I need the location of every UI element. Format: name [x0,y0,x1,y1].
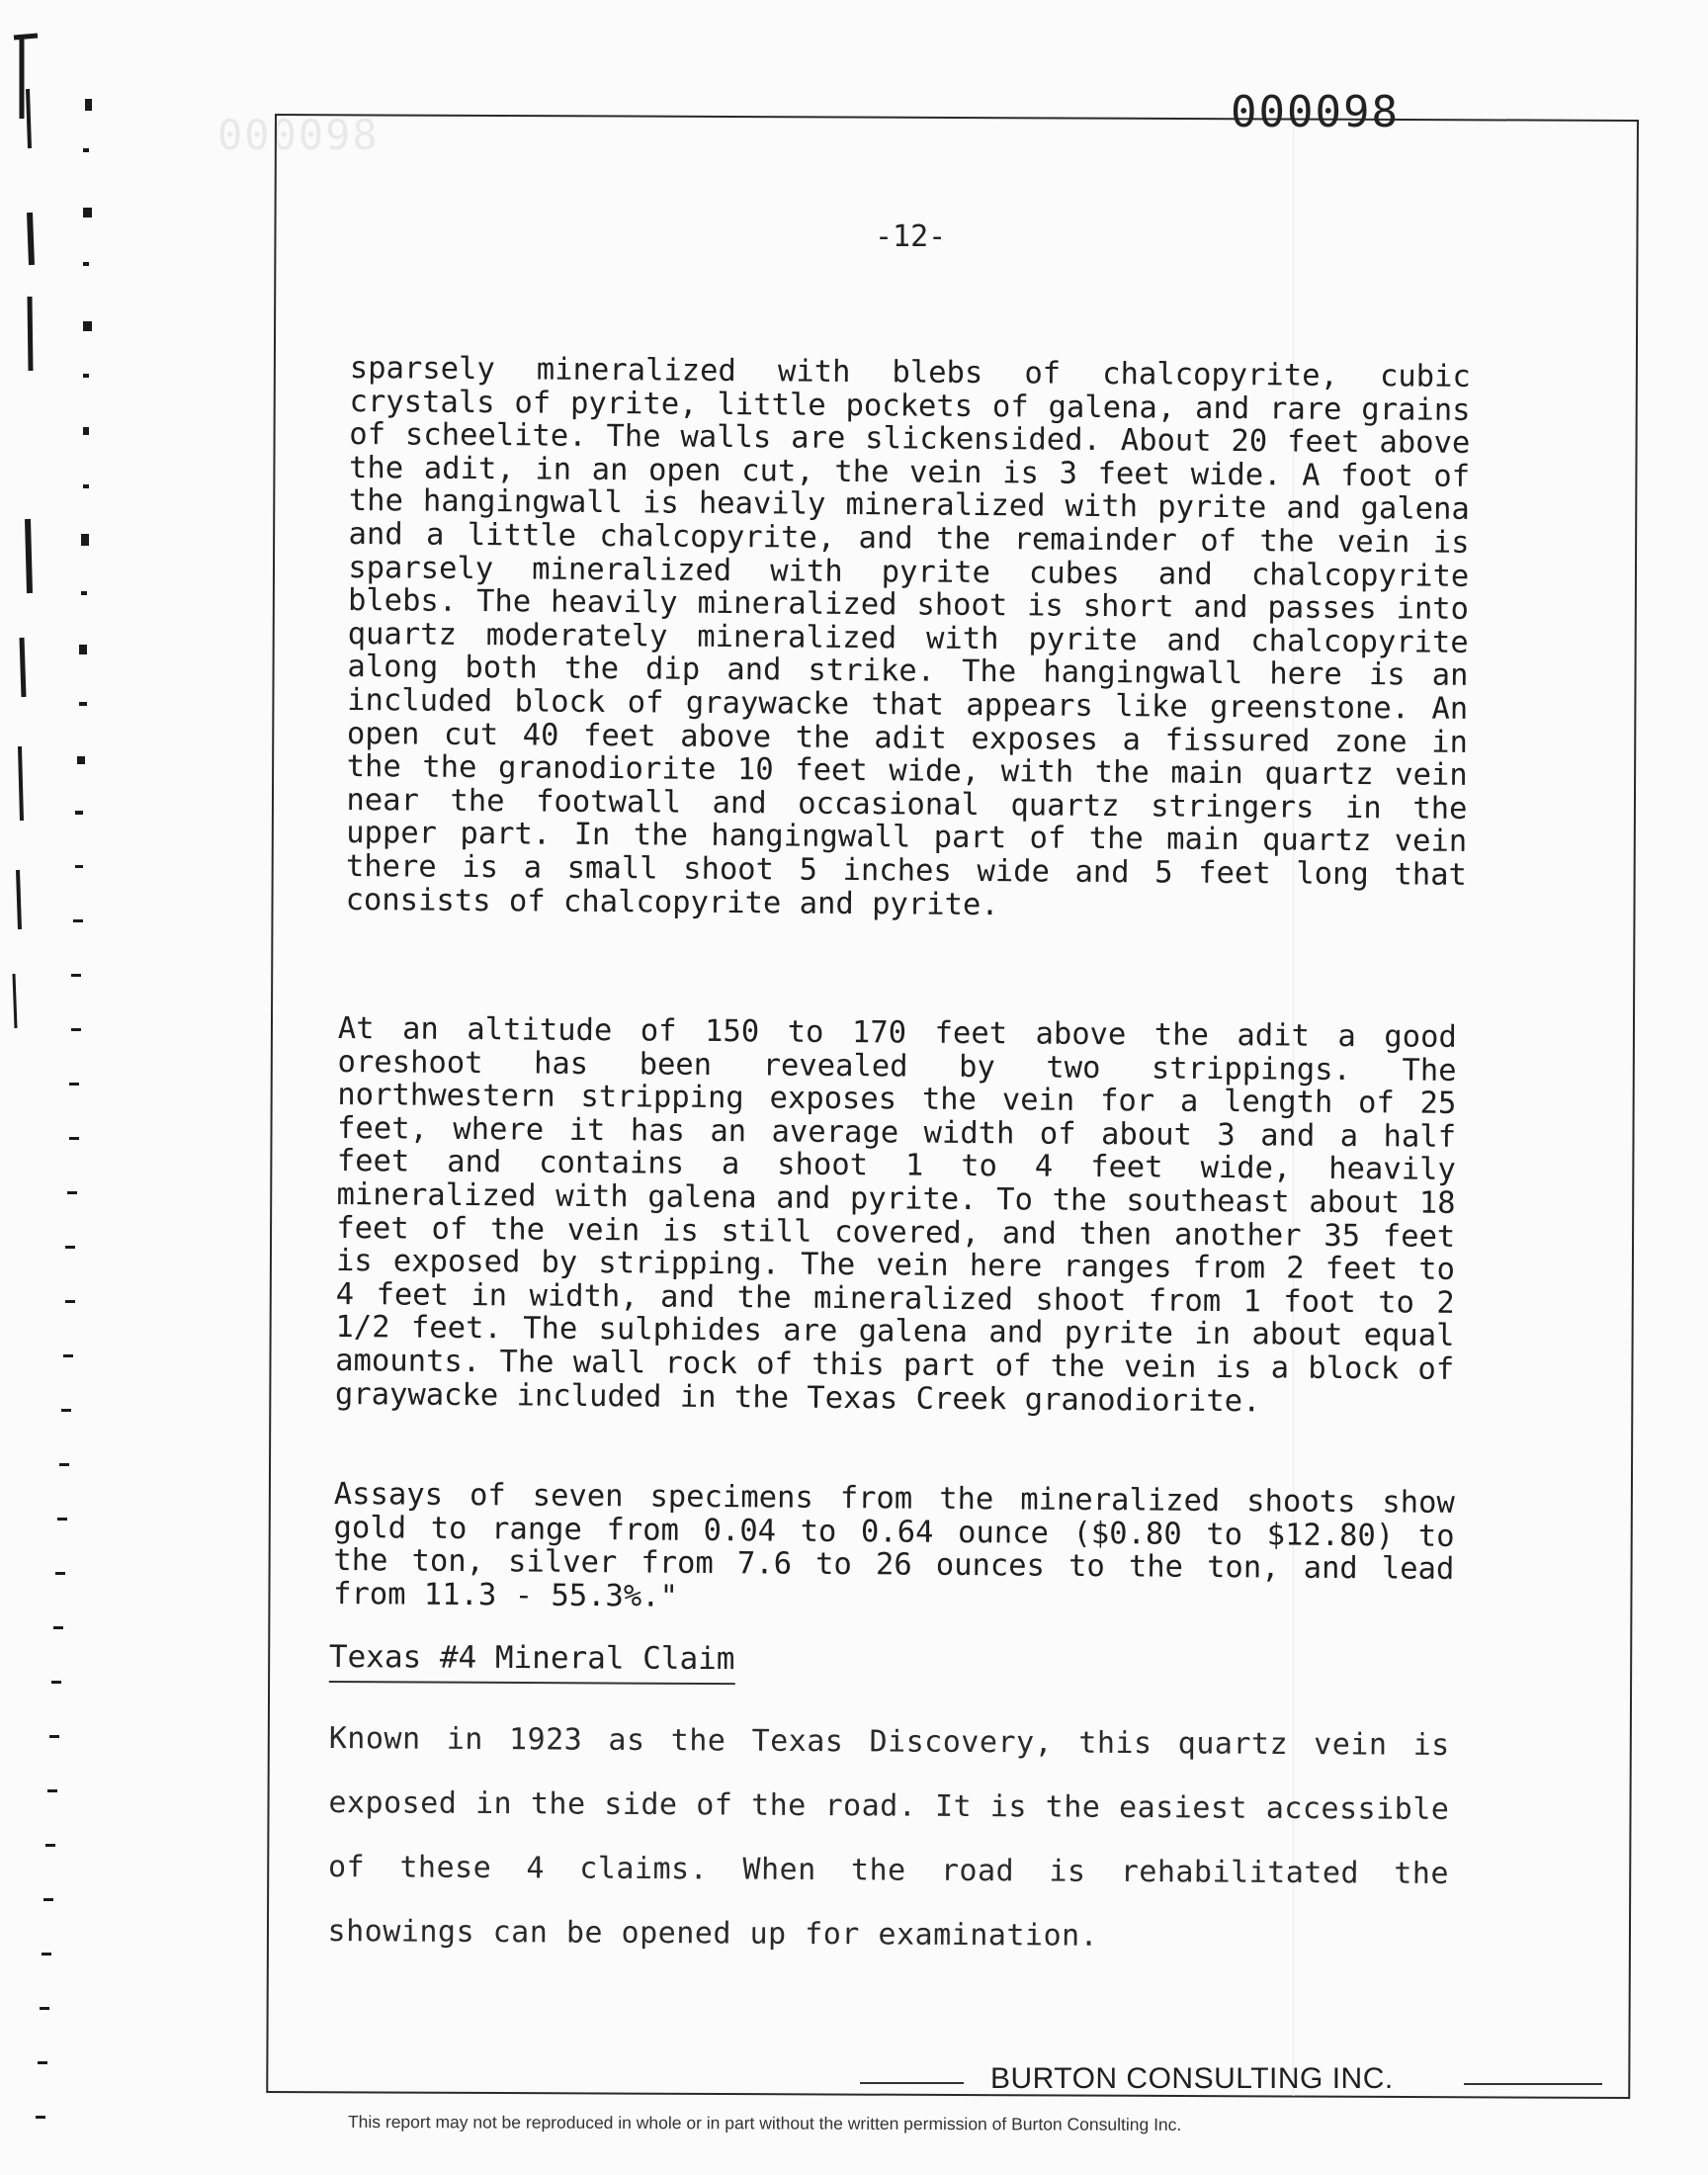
claim-heading: Texas #4 Mineral Claim [329,1639,735,1685]
company-name: BURTON CONSULTING INC. [990,2062,1394,2095]
document-number: 000098 [1231,87,1400,137]
paragraph-assays: Assays of seven specimens from the mineralized shoots show gold to range from 0.04 to 0.64 ounce ($0.80 to $12.80) to the ton, silver from 7.6 to 26 ounces to the ton, and lead from 11.3 - 55.3%." [332,1477,1455,1614]
page-number: -12- [875,219,947,254]
footer-rule-left [860,2082,964,2084]
paragraph-oreshoot: At an altitude of 150 to 170 feet above the adit a good oreshoot has been revealed by two strippings. The northwestern stripping exposes the vein for a length of 25 feet, where it has an average width of about 3 and a half feet and contains a shoot 1 to 4 feet wide, heavily mineralized with galena and pyrite. To the southeast about 18 feet of the vein is still covered, and then another 35 feet is exposed by stripping. The vein here ranges from 2 feet to 4 feet in width, and the mineralized shoot from 1 foot to 2 1/2 feet. The sulphides are galena and pyrite in about equal amounts. The wall rock of this part of the vein is a block of graywacke included in the Texas Creek granodiorite. [334,1011,1457,1419]
binding-margin-marks [0,0,109,2175]
bleed-through-number: 000098 [217,111,380,159]
claim-description: Known in 1923 as the Texas Discovery, this quartz vein is exposed in the side of the road. It is the easiest accessible of these 4 claims. When the road is rehabilitated the showings can be opened up for examination. [327,1720,1450,1954]
footer-rule-right [1464,2083,1602,2085]
paragraph-vein-description: sparsely mineralized with blebs of chalcopyrite, cubic crystals of pyrite, little pockets of galena, and rare grains of scheelite. The walls are slickensided. About 20 feet above the adit, in an open cut, the vein is 3 feet wide. A foot of the hangingwall is heavily mineralized with pyrite and galena and a little chalcopyrite, and the remainder of the vein is sparsely mineralized with pyrite cubes and chalcopyrite blebs. The heavily mineralized shoot is short and passes into quartz moderately mineralized with pyrite and chalcopyrite along both the dip and strike. The hangingwall here is an included block of graywacke that appears like greenstone. An open cut 40 feet above the adit exposes a fissured zone in the the granodiorite 10 feet wide, with the main quartz vein near the footwall and occasional quartz stringers in the upper part. In the hangingwall part of the main quartz vein there is a small shoot 5 inches wide and 5 feet long that consists of chalcopyrite and pyrite. [345,351,1471,922]
copyright-note: This report may not be reproduced in whole or in part without the written permission of Burton Consulting Inc. [347,2112,1182,2134]
